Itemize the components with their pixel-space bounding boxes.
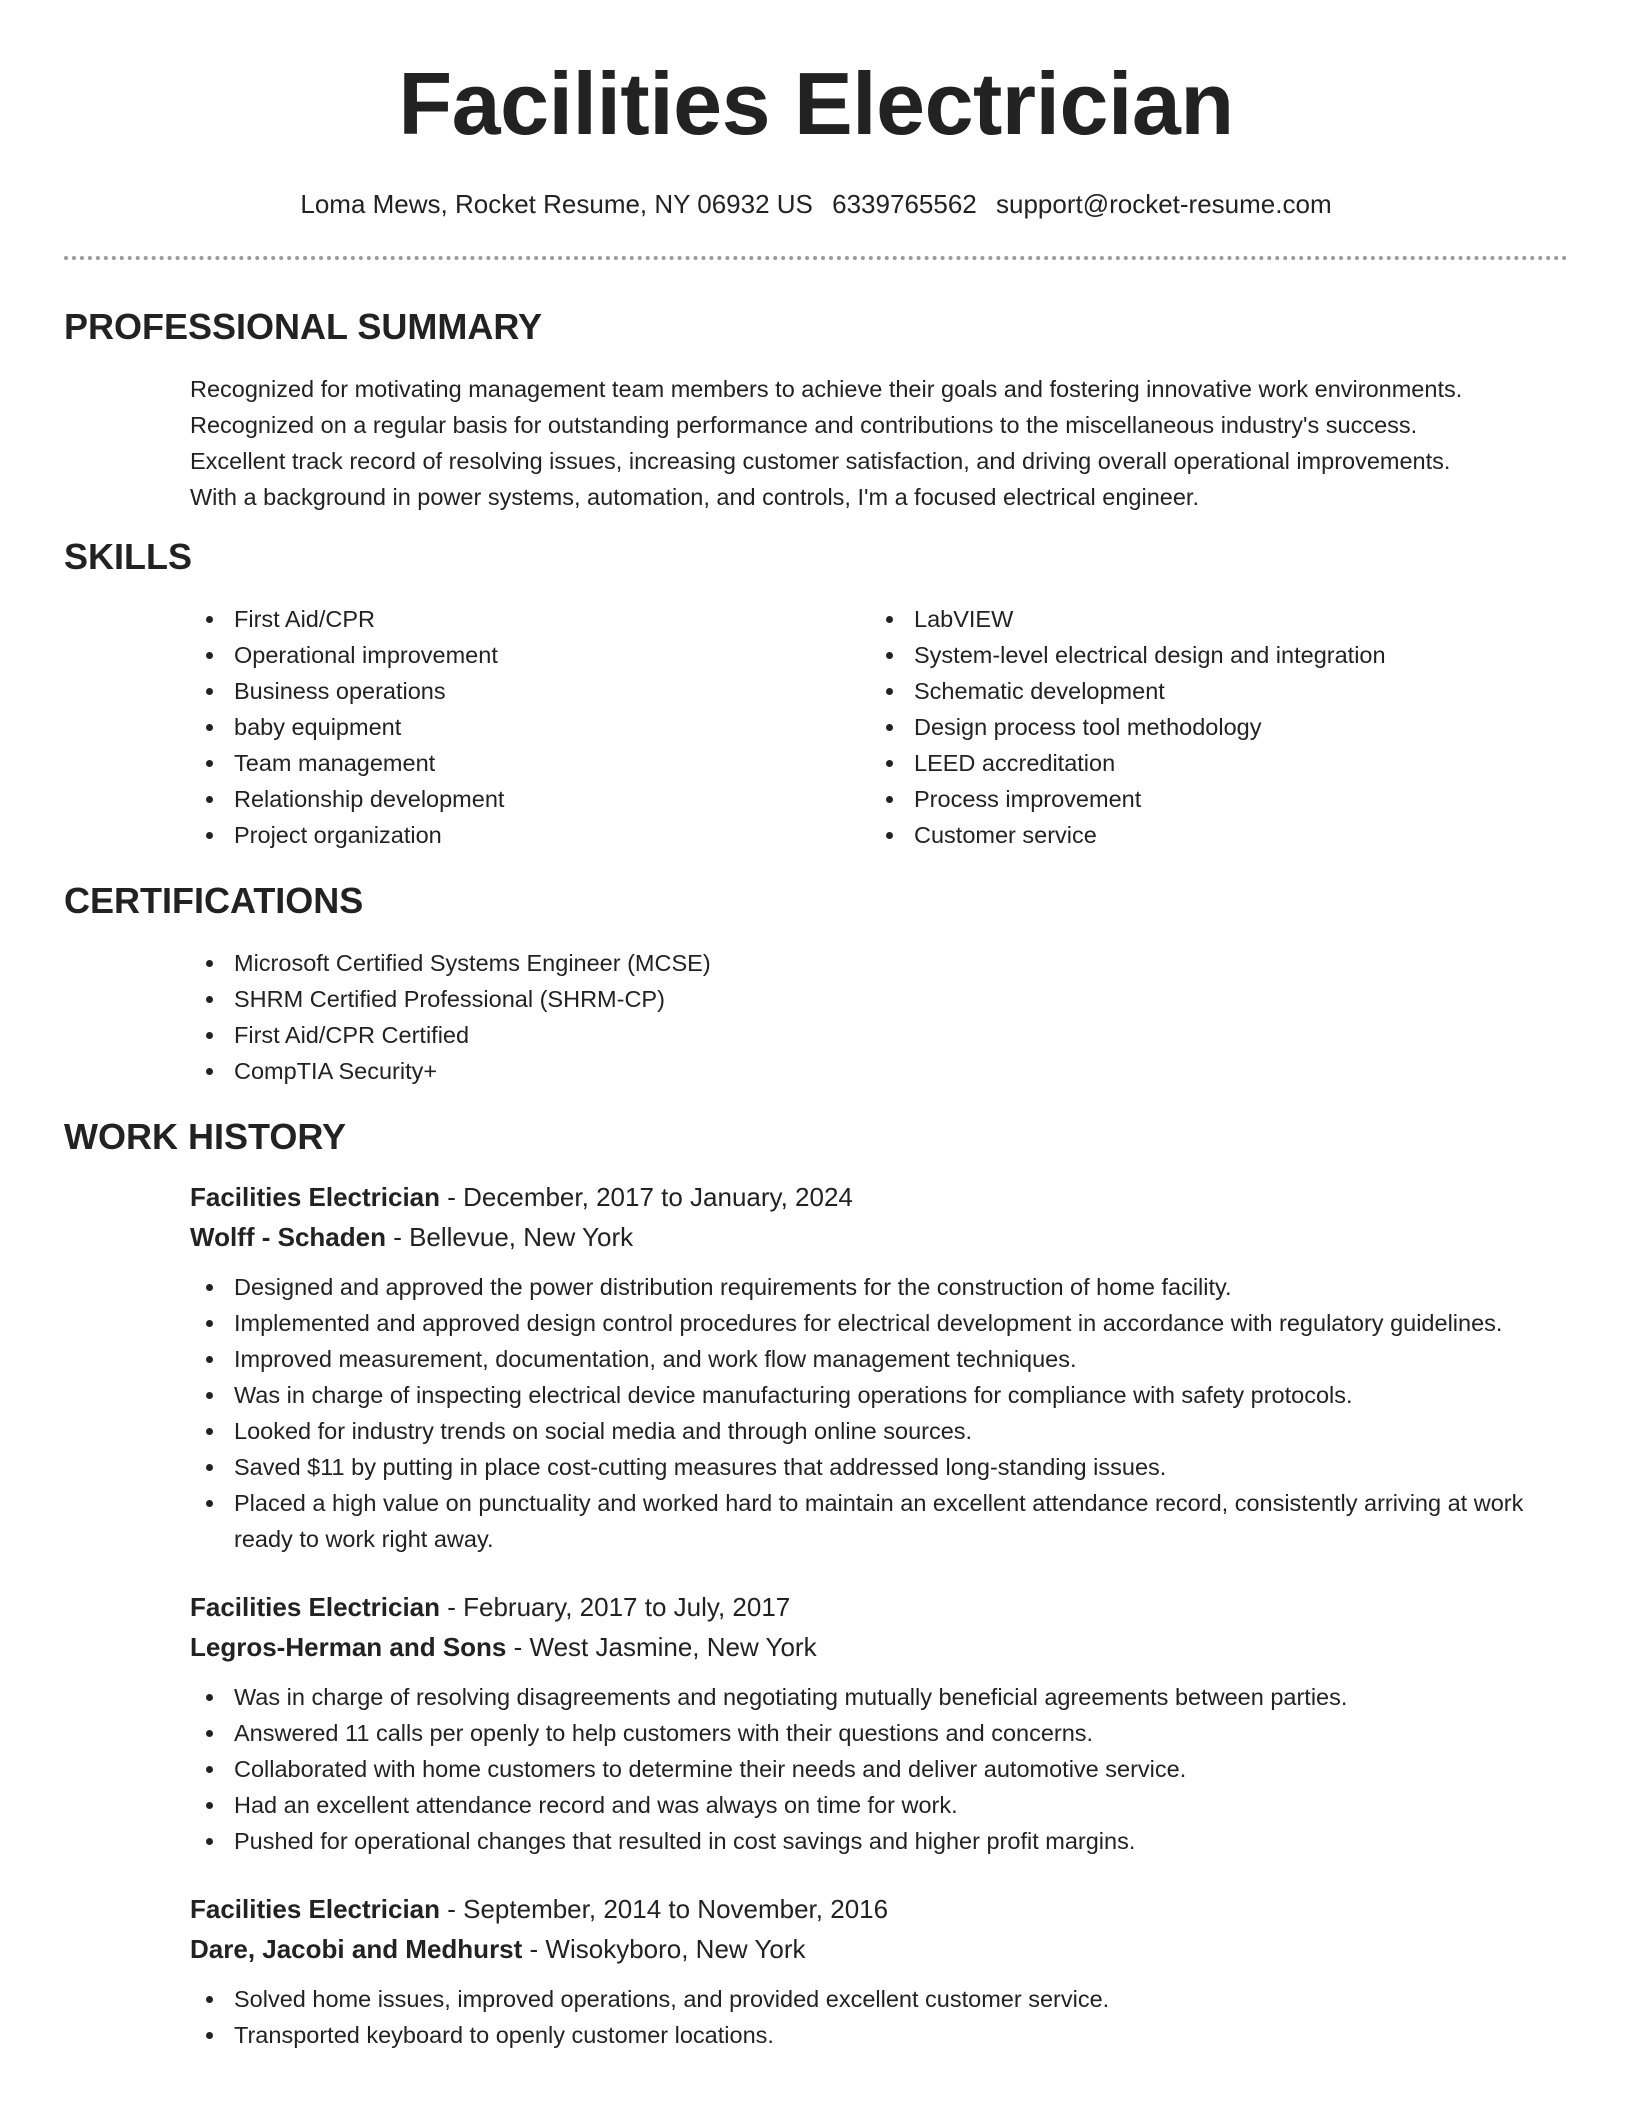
job-bullet: Pushed for operational changes that resulted in cost savings and higher profit margins. (190, 1823, 1568, 1859)
certification-item: Microsoft Certified Systems Engineer (MCSE) (190, 945, 1568, 981)
work-heading: WORK HISTORY (64, 1116, 347, 1157)
job-dates: - February, 2017 to July, 2017 (440, 1592, 791, 1622)
skill-item: Process improvement (870, 781, 1550, 817)
job-bullet: Improved measurement, documentation, and work flow management techniques. (190, 1341, 1568, 1377)
skill-item: First Aid/CPR (190, 601, 870, 637)
skill-item: System-level electrical design and integration (870, 637, 1550, 673)
summary-line: With a background in power systems, automation, and controls, I'm a focused electrical engineer. (190, 484, 1199, 510)
job-bullet: Designed and approved the power distribution requirements for the construction of home facility. (190, 1269, 1568, 1305)
skills-body (64, 601, 1568, 853)
job-title: Facilities Electrician (190, 1592, 441, 1622)
job-dates: - December, 2017 to January, 2024 (440, 1182, 853, 1212)
job-bullet: Was in charge of inspecting electrical device manufacturing operations for compliance with safety protocols. (190, 1377, 1568, 1413)
job-company: Legros-Herman and Sons (190, 1632, 507, 1662)
job-bullet: Saved $11 by putting in place cost-cutting measures that addressed long-standing issues. (190, 1449, 1568, 1485)
job-bullets (190, 1679, 1568, 1859)
job-bullet: Transported keyboard to openly customer locations. (190, 2017, 1568, 2053)
job-dates: - September, 2014 to November, 2016 (440, 1894, 889, 1924)
summary-heading: PROFESSIONAL SUMMARY (64, 306, 543, 347)
work-body (64, 1177, 1568, 2053)
skill-item: Operational improvement (190, 637, 870, 673)
skill-item: Relationship development (190, 781, 870, 817)
skill-item: LEED accreditation (870, 745, 1550, 781)
skill-item: LabVIEW (870, 601, 1550, 637)
job-company: Wolff - Schaden (190, 1222, 386, 1252)
summary-body (64, 371, 1568, 515)
certifications-list (190, 945, 1568, 1089)
job-bullet: Placed a high value on punctuality and worked hard to maintain an excellent attendance record, consistently arriving at work ready to work right away. (190, 1485, 1568, 1557)
skill-item: baby equipment (190, 709, 870, 745)
skill-item: Customer service (870, 817, 1550, 853)
job-title-line (190, 1889, 1568, 1929)
skill-item: Project organization (190, 817, 870, 853)
job-title-line (190, 1177, 1568, 1217)
skills-grid (190, 601, 1568, 853)
skill-item: Design process tool methodology (870, 709, 1550, 745)
job-bullet: Answered 11 calls per openly to help customers with their questions and concerns. (190, 1715, 1568, 1751)
contact-phone: 6339765562 (832, 189, 977, 219)
certifications-heading: CERTIFICATIONS (64, 880, 364, 921)
certification-item: CompTIA Security+ (190, 1053, 1568, 1089)
certifications-body (64, 945, 1568, 1089)
summary-line: Recognized on a regular basis for outstanding performance and contributions to the miscellaneous industry's success. (190, 412, 1418, 438)
job-bullet: Solved home issues, improved operations, and provided excellent customer service. (190, 1981, 1568, 2017)
skills-list-right (870, 601, 1550, 853)
job-entry (190, 1889, 1568, 2053)
job-company-line (190, 1627, 1568, 1667)
job-location: - Wisokyboro, New York (522, 1934, 806, 1964)
contact-email: support@rocket-resume.com (995, 189, 1332, 219)
job-title: Facilities Electrician (190, 1182, 441, 1212)
job-location: - Bellevue, New York (385, 1222, 634, 1252)
job-bullet: Implemented and approved design control procedures for electrical development in accordance with regulatory guidelines. (190, 1305, 1568, 1341)
job-bullet: Had an excellent attendance record and was always on time for work. (190, 1787, 1568, 1823)
certification-item: First Aid/CPR Certified (190, 1017, 1568, 1053)
job-bullet: Was in charge of resolving disagreements and negotiating mutually beneficial agreements between parties. (190, 1679, 1568, 1715)
job-location: - West Jasmine, New York (506, 1632, 817, 1662)
header-divider (64, 256, 1568, 260)
job-entry (190, 1177, 1568, 1557)
job-company: Dare, Jacobi and Medhurst (190, 1934, 523, 1964)
job-title: Facilities Electrician (190, 1894, 441, 1924)
skills-heading: SKILLS (64, 536, 193, 577)
resume-name: Facilities Electrician (398, 54, 1234, 153)
skills-list-left (190, 601, 870, 853)
skill-item: Business operations (190, 673, 870, 709)
contact-line (64, 186, 1568, 222)
job-entry (190, 1587, 1568, 1859)
job-bullets (190, 1269, 1568, 1557)
job-company-line (190, 1217, 1568, 1257)
contact-address: Loma Mews, Rocket Resume, NY 06932 US (300, 189, 813, 219)
summary-line: Excellent track record of resolving issues, increasing customer satisfaction, and driving overall operational improvements. (190, 448, 1451, 474)
skill-item: Team management (190, 745, 870, 781)
job-bullet: Collaborated with home customers to determine their needs and deliver automotive service. (190, 1751, 1568, 1787)
skill-item: Schematic development (870, 673, 1550, 709)
job-title-line (190, 1587, 1568, 1627)
job-bullet: Looked for industry trends on social media and through online sources. (190, 1413, 1568, 1449)
job-bullets (190, 1981, 1568, 2053)
summary-line: Recognized for motivating management team members to achieve their goals and fostering innovative work environments. (190, 376, 1463, 402)
job-company-line (190, 1929, 1568, 1969)
certification-item: SHRM Certified Professional (SHRM-CP) (190, 981, 1568, 1017)
